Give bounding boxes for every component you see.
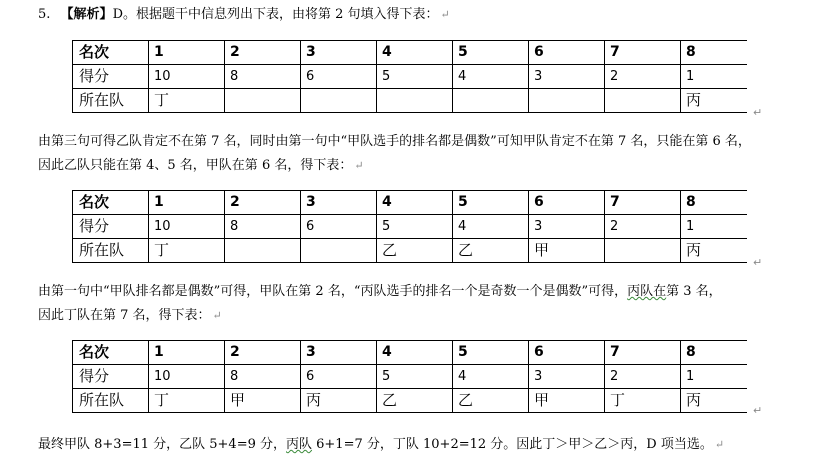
table-cell: 2	[605, 215, 681, 239]
table-cell: 2	[605, 65, 681, 89]
rank-row	[73, 341, 747, 365]
question-number: 5.	[38, 7, 51, 22]
score-table-3	[72, 340, 747, 413]
table-cell	[225, 239, 301, 263]
row-label: 所在队	[73, 89, 149, 113]
table-cell: 8	[681, 341, 747, 365]
table-cell: 3	[301, 341, 377, 365]
return-mark-icon: ↵	[440, 8, 450, 21]
table-cell: 8	[681, 191, 747, 215]
table-cell: 丁	[149, 389, 225, 413]
table-cell	[453, 89, 529, 113]
table-cell: 6	[301, 215, 377, 239]
conclusion-line	[38, 436, 724, 454]
table-cell: 3	[529, 215, 605, 239]
team-row	[73, 239, 747, 263]
conclusion-b: 丙队	[286, 437, 313, 452]
return-mark-icon: ↵	[753, 256, 763, 269]
intro-text: D。根据题干中信息列出下表，由将第 2 句填入得下表：	[112, 7, 439, 22]
table-cell: 3	[529, 65, 605, 89]
table-cell	[225, 89, 301, 113]
score-table-2	[72, 190, 747, 263]
row-label: 名次	[73, 191, 149, 215]
table-cell: 6	[529, 41, 605, 65]
table-cell: 2	[225, 191, 301, 215]
table-cell: 10	[149, 65, 225, 89]
table-cell: 丁	[605, 389, 681, 413]
table-cell: 1	[149, 41, 225, 65]
team-row	[73, 389, 747, 413]
rank-row	[73, 191, 747, 215]
table-cell: 丁	[149, 239, 225, 263]
table-cell: 1	[681, 215, 747, 239]
table-cell: 5	[453, 191, 529, 215]
table-cell: 8	[225, 215, 301, 239]
paragraph-3-line-1-c: 第 3 名，	[666, 284, 722, 299]
table-cell: 2	[225, 341, 301, 365]
row-label: 得分	[73, 65, 149, 89]
table-cell: 乙	[377, 239, 453, 263]
table-cell: 7	[605, 191, 681, 215]
score-row	[73, 365, 747, 389]
table-cell: 丁	[149, 89, 225, 113]
table-cell: 6	[301, 365, 377, 389]
table-cell: 4	[377, 191, 453, 215]
row-label: 所在队	[73, 389, 149, 413]
paragraph-2-line-1: 由第三句可得乙队肯定不在第 7 名，同时由第一句中“甲队选手的排名都是偶数”可知甲队肯定不在第 7 名，只能在第 6 名，	[38, 134, 751, 149]
table-cell	[301, 239, 377, 263]
table-cell: 甲	[529, 239, 605, 263]
row-label: 名次	[73, 341, 149, 365]
table-cell: 10	[149, 365, 225, 389]
table-cell: 8	[225, 65, 301, 89]
table-cell: 6	[529, 341, 605, 365]
analysis-tag: 【解析】	[60, 7, 113, 22]
table-cell: 6	[529, 191, 605, 215]
table-cell: 10	[149, 215, 225, 239]
score-table-1	[72, 40, 747, 113]
row-label: 名次	[73, 41, 149, 65]
table-cell: 1	[149, 191, 225, 215]
table-cell: 乙	[453, 239, 529, 263]
conclusion-a: 最终甲队 8+3=11 分，乙队 5+4=9 分，	[38, 437, 286, 452]
table-cell: 6	[301, 65, 377, 89]
table-cell	[529, 89, 605, 113]
return-mark-icon: ↵	[714, 438, 725, 451]
table-cell: 5	[453, 41, 529, 65]
table-cell: 乙	[453, 389, 529, 413]
table-cell: 8	[681, 41, 747, 65]
table-cell: 5	[377, 215, 453, 239]
table-cell: 丙	[681, 89, 747, 113]
table-cell: 2	[225, 41, 301, 65]
paragraph-3-line-2-text: 因此丁队在第 7 名，得下表：	[38, 308, 211, 323]
table-cell	[605, 239, 681, 263]
table-cell: 丙	[681, 389, 747, 413]
paragraph-3-line-1-a: 由第一句中“甲队排名都是偶数”可得，甲队在第 2 名，“丙队选手的排名一个是奇数一个是偶数”可得，	[38, 284, 628, 299]
paragraph-2-line-2-text: 因此乙队只能在第 4、5 名，甲队在第 6 名，得下表：	[38, 158, 353, 173]
table-cell: 4	[453, 365, 529, 389]
table-cell: 5	[453, 341, 529, 365]
conclusion-c: 6+1=7 分，丁队 10+2=12 分。因此丁＞甲＞乙＞丙，D 项当选。	[312, 437, 713, 452]
score-row	[73, 215, 747, 239]
table-cell: 4	[377, 41, 453, 65]
table-cell: 7	[605, 41, 681, 65]
paragraph-2-line-2	[38, 157, 364, 175]
table-cell: 5	[377, 65, 453, 89]
table-cell: 1	[149, 341, 225, 365]
table-cell: 甲	[225, 389, 301, 413]
paragraph-3-line-1-b: 丙队在	[627, 284, 667, 299]
table-cell: 8	[225, 365, 301, 389]
return-mark-icon: ↵	[753, 106, 763, 119]
rank-row	[73, 41, 747, 65]
row-label: 得分	[73, 215, 149, 239]
intro-line	[38, 6, 450, 24]
table-cell: 丙	[681, 239, 747, 263]
table-cell: 5	[377, 365, 453, 389]
table-cell: 1	[681, 65, 747, 89]
row-label: 得分	[73, 365, 149, 389]
paragraph-3-line-1	[38, 283, 722, 301]
return-mark-icon: ↵	[212, 309, 222, 322]
table-cell: 3	[301, 191, 377, 215]
table-cell: 7	[605, 341, 681, 365]
table-cell: 1	[681, 365, 747, 389]
table-cell: 3	[301, 41, 377, 65]
table-cell	[377, 89, 453, 113]
table-cell	[605, 89, 681, 113]
team-row	[73, 89, 747, 113]
return-mark-icon: ↵	[354, 159, 364, 172]
row-label: 所在队	[73, 239, 149, 263]
table-cell	[301, 89, 377, 113]
table-cell: 4	[453, 65, 529, 89]
table-cell: 丙	[301, 389, 377, 413]
table-cell: 4	[377, 341, 453, 365]
score-row	[73, 65, 747, 89]
paragraph-3-line-2	[38, 307, 222, 325]
return-mark-icon: ↵	[753, 404, 763, 417]
table-cell: 甲	[529, 389, 605, 413]
table-cell: 2	[605, 365, 681, 389]
table-cell: 3	[529, 365, 605, 389]
table-cell: 乙	[377, 389, 453, 413]
table-cell: 4	[453, 215, 529, 239]
